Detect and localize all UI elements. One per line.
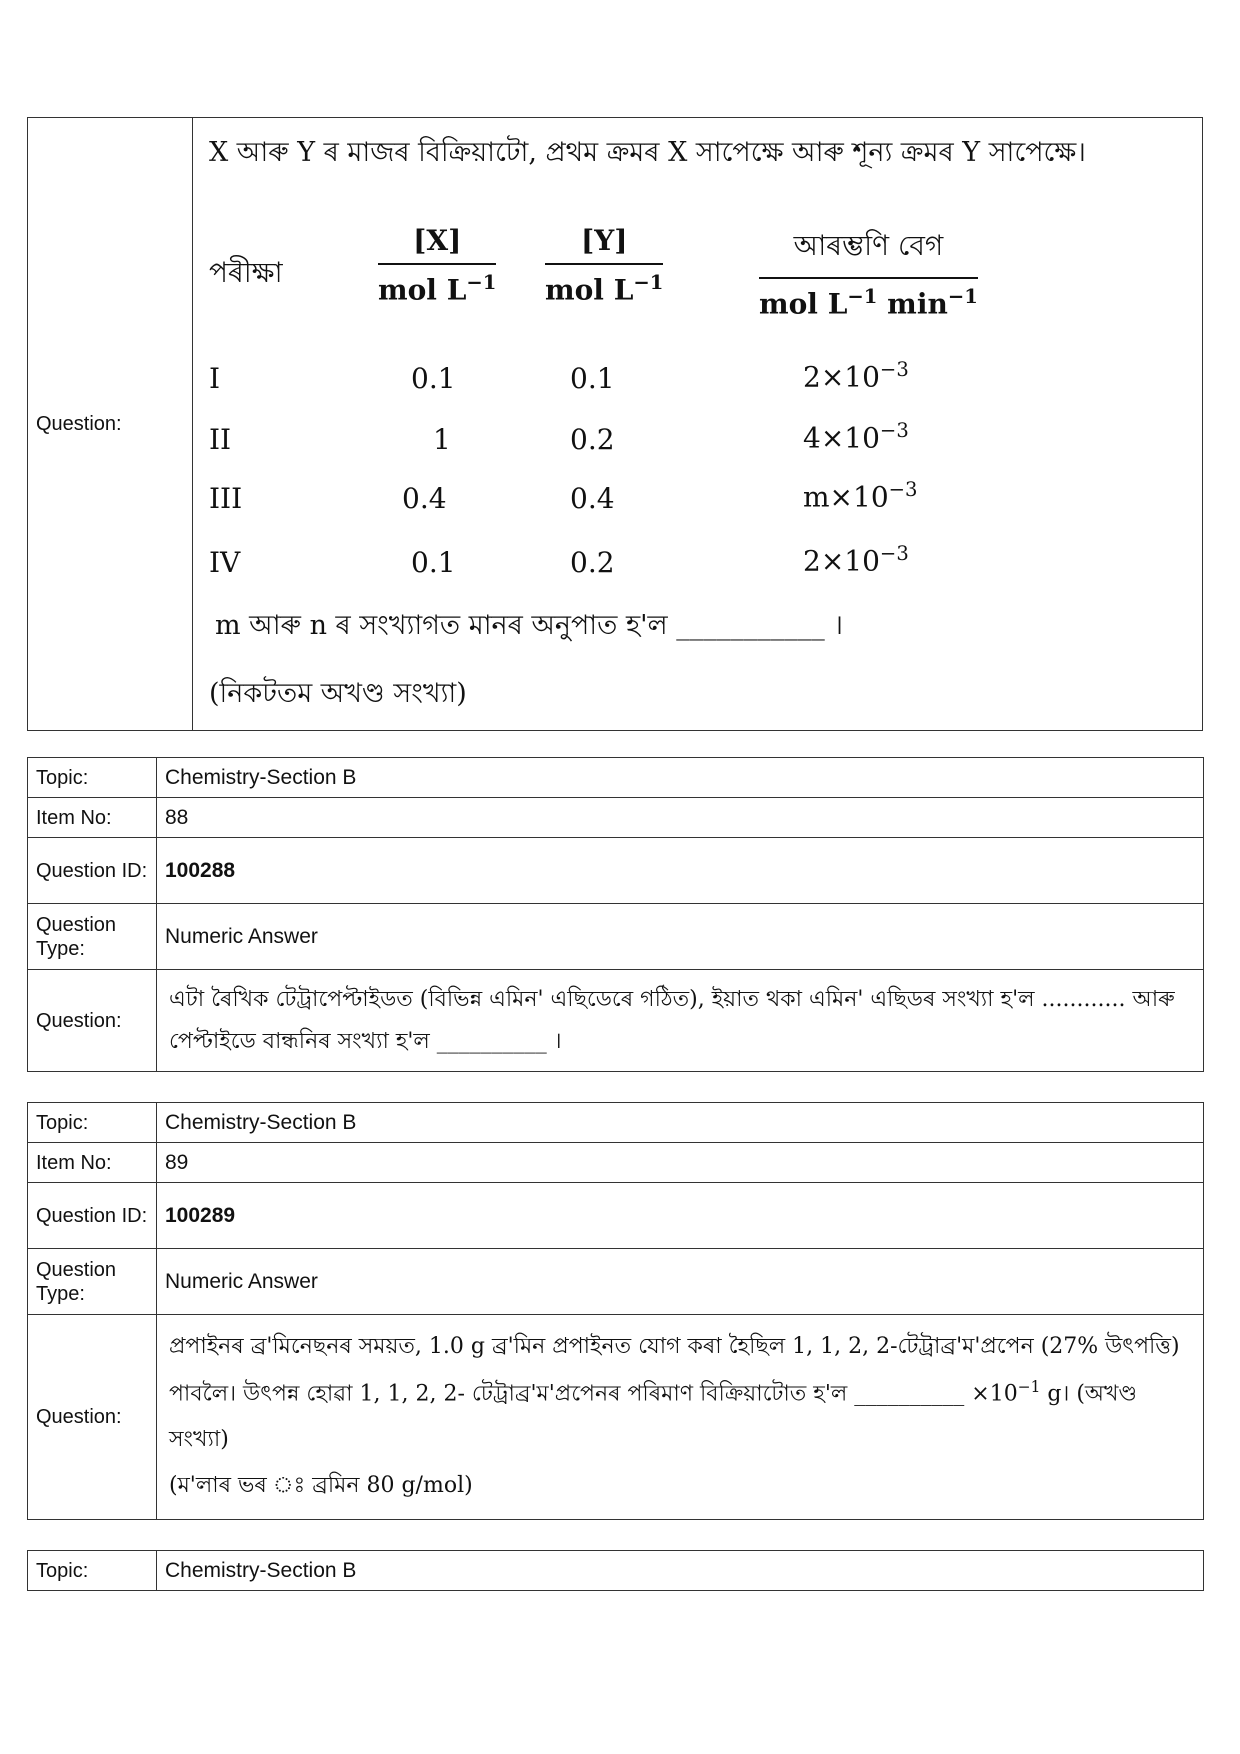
topic-label: Topic: xyxy=(28,1551,157,1591)
row-4-x: 0.1 xyxy=(411,546,456,579)
x-header xyxy=(378,224,496,306)
question-type-value: Numeric Answer xyxy=(157,904,1204,970)
y-header-bottom: mol $L^{-1}$ xyxy=(545,271,664,307)
row-4-rate: $2\times 10^{-3}$ xyxy=(803,542,909,578)
trial-header: পৰীক্ষা xyxy=(209,256,283,289)
row-2-y: 0.2 xyxy=(570,423,615,456)
row-1-y: 0.1 xyxy=(570,362,615,395)
row-3-y: 0.4 xyxy=(570,482,615,515)
question-label: Question: xyxy=(28,1315,157,1520)
y-header xyxy=(545,224,663,306)
item-89-table xyxy=(27,1102,1204,1520)
question-answer-line: m আৰু n ৰ সংখ্যাগত মানৰ অনুপাত হ'ল ___________ । xyxy=(215,610,843,641)
x-header-bottom: mol $L^{-1}$ xyxy=(378,271,497,307)
row-3-trial: III xyxy=(209,482,243,515)
item-no-value: 88 xyxy=(157,798,1204,838)
rate-header-top: আৰম্ভণি বেগ xyxy=(759,224,978,279)
row-3-rate: $m\times 10^{-3}$ xyxy=(803,478,918,514)
question-id-label: Question ID: xyxy=(28,838,157,904)
row-2-trial: II xyxy=(209,423,232,456)
question-label: Question: xyxy=(28,970,157,1072)
question-type-label: Question Type: xyxy=(28,904,157,970)
question-type-label: Question Type: xyxy=(28,1249,157,1315)
item-88-table xyxy=(27,757,1204,1072)
question-id-label: Question ID: xyxy=(28,1183,157,1249)
rate-header xyxy=(759,224,978,320)
question-text: এটা ৰৈখিক টেট্ৰাপেপ্টাইডত (বিভিন্ন এমিন' এছিডেৰে গঠিত), ইয়াত থকা এমিন' এছিডৰ সংখ্যা হ'ল ............ আৰু পেপ্টাইডে বান্ধনিৰ সংখ্যা হ'ল __________ । xyxy=(157,970,1204,1072)
y-header-top: [Y] xyxy=(545,224,663,265)
row-2-rate: $4\times 10^{-3}$ xyxy=(803,419,909,455)
topic-value: Chemistry-Section B xyxy=(157,1551,1204,1591)
topic-label: Topic: xyxy=(28,758,157,798)
topic-value: Chemistry-Section B xyxy=(157,758,1204,798)
question-type-value: Numeric Answer xyxy=(157,1249,1204,1315)
question-id-value: 100289 xyxy=(157,1183,1204,1249)
question-text: প্ৰপাইনৰ ব্ৰ'মিনেছনৰ সময়ত, 1.0 g ব্ৰ'মিন প্ৰপাইনত যোগ কৰা হৈছিল 1, 1, 2, 2-টেট্ৰাব্ৰ'ম'প্ৰপেন (27% উৎপত্তি) পাবলৈ। উৎপন্ন হোৱা 1, 1, 2, 2- টেট্ৰাব্ৰ'ম'প্ৰপেনৰ পৰিমাণ বিক্ৰিয়াটোত হ'ল __________ $\times 10^{-1}$ g। (অখণ্ড সংখ্যা) (ম'লাৰ ভৰ ঃ ব্ৰমিন 80 g/mol) xyxy=(157,1315,1204,1520)
topic-value: Chemistry-Section B xyxy=(157,1103,1204,1143)
row-3-x: 0.4 xyxy=(402,482,447,515)
item-no-value: 89 xyxy=(157,1143,1204,1183)
topic-label: Topic: xyxy=(28,1103,157,1143)
row-1-x: 0.1 xyxy=(411,362,456,395)
row-2-x: 1 xyxy=(433,423,451,456)
rate-header-bottom: mol $L^{-1}$ $\min^{-1}$ xyxy=(759,285,978,321)
question-table-1 xyxy=(27,117,1203,731)
x-header-top: [X] xyxy=(378,224,496,265)
question-id-value: 100288 xyxy=(157,838,1204,904)
question-content xyxy=(193,118,1203,731)
row-4-trial: IV xyxy=(209,546,241,579)
item-90-table xyxy=(27,1550,1204,1591)
question-label: Question: xyxy=(28,118,193,731)
question-note: (নিকটতম অখণ্ড সংখ্যা) xyxy=(209,678,467,709)
question-intro: X আৰু Y ৰ মাজৰ বিক্ৰিয়াটো, প্ৰথম ক্ৰমৰ X সাপেক্ষে আৰু শূন্য ক্ৰমৰ Y সাপেক্ষে। xyxy=(209,137,1086,168)
row-1-trial: I xyxy=(209,362,221,395)
row-4-y: 0.2 xyxy=(570,546,615,579)
item-no-label: Item No: xyxy=(28,798,157,838)
item-no-label: Item No: xyxy=(28,1143,157,1183)
row-1-rate: $2\times 10^{-3}$ xyxy=(803,358,909,394)
